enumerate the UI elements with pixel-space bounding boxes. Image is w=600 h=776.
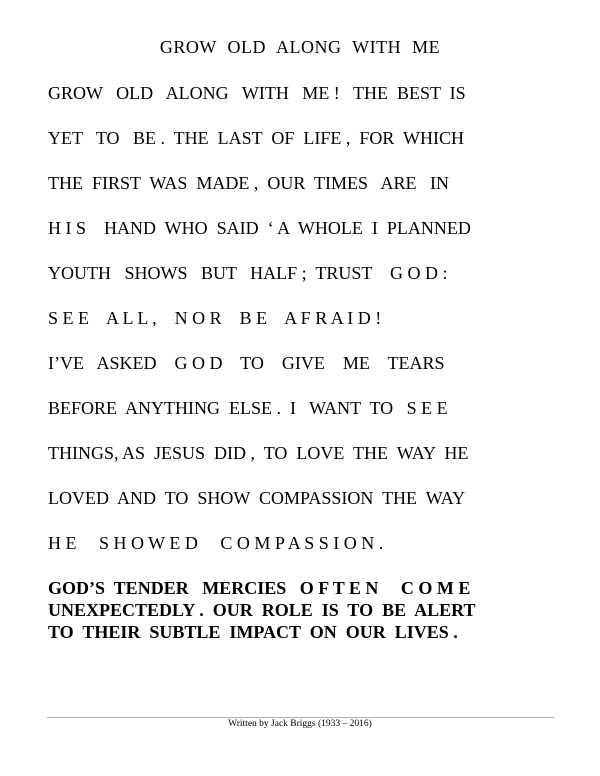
poem-title: GROW OLD ALONG WITH ME xyxy=(159,37,441,57)
poem-line-10: LOVED AND TO SHOW COMPASSION THE WAY xyxy=(48,488,466,508)
poem-line-6: S E E A L L , N O R B E A F R A I D ! xyxy=(48,308,382,328)
poem-line-8: BEFORE ANYTHING ELSE . I WANT TO S E E xyxy=(48,398,448,418)
poem-line-2: YET TO BE . THE LAST OF LIFE , FOR WHICH xyxy=(48,128,465,148)
closing-line-3: TO THEIR SUBTLE IMPACT ON OUR LIVES . xyxy=(48,622,458,642)
poem-line-11: H E S H O W E D C O M P A S S I O N . xyxy=(48,533,384,553)
footer-credit: Written by Jack Briggs (1933 – 2016) xyxy=(228,719,372,729)
closing-line-1: GOD’S TENDER MERCIES O F T E N C O M E xyxy=(48,578,471,598)
footer-divider xyxy=(47,717,554,718)
poem-line-4: H I S HAND WHO SAID ‘ A WHOLE I PLANNED xyxy=(48,218,471,238)
poem-line-3: THE FIRST WAS MADE , OUR TIMES ARE IN xyxy=(48,173,450,193)
closing-line-2: UNEXPECTEDLY . OUR ROLE IS TO BE ALERT xyxy=(48,600,476,620)
poem-line-7: I’VE ASKED G O D TO GIVE ME TEARS xyxy=(48,353,445,373)
poem-line-9: THINGS, AS JESUS DID , TO LOVE THE WAY HE xyxy=(48,443,469,463)
poem-line-5: YOUTH SHOWS BUT HALF ; TRUST G O D : xyxy=(48,263,448,283)
poem-line-1: GROW OLD ALONG WITH ME ! THE BEST IS xyxy=(48,83,466,103)
